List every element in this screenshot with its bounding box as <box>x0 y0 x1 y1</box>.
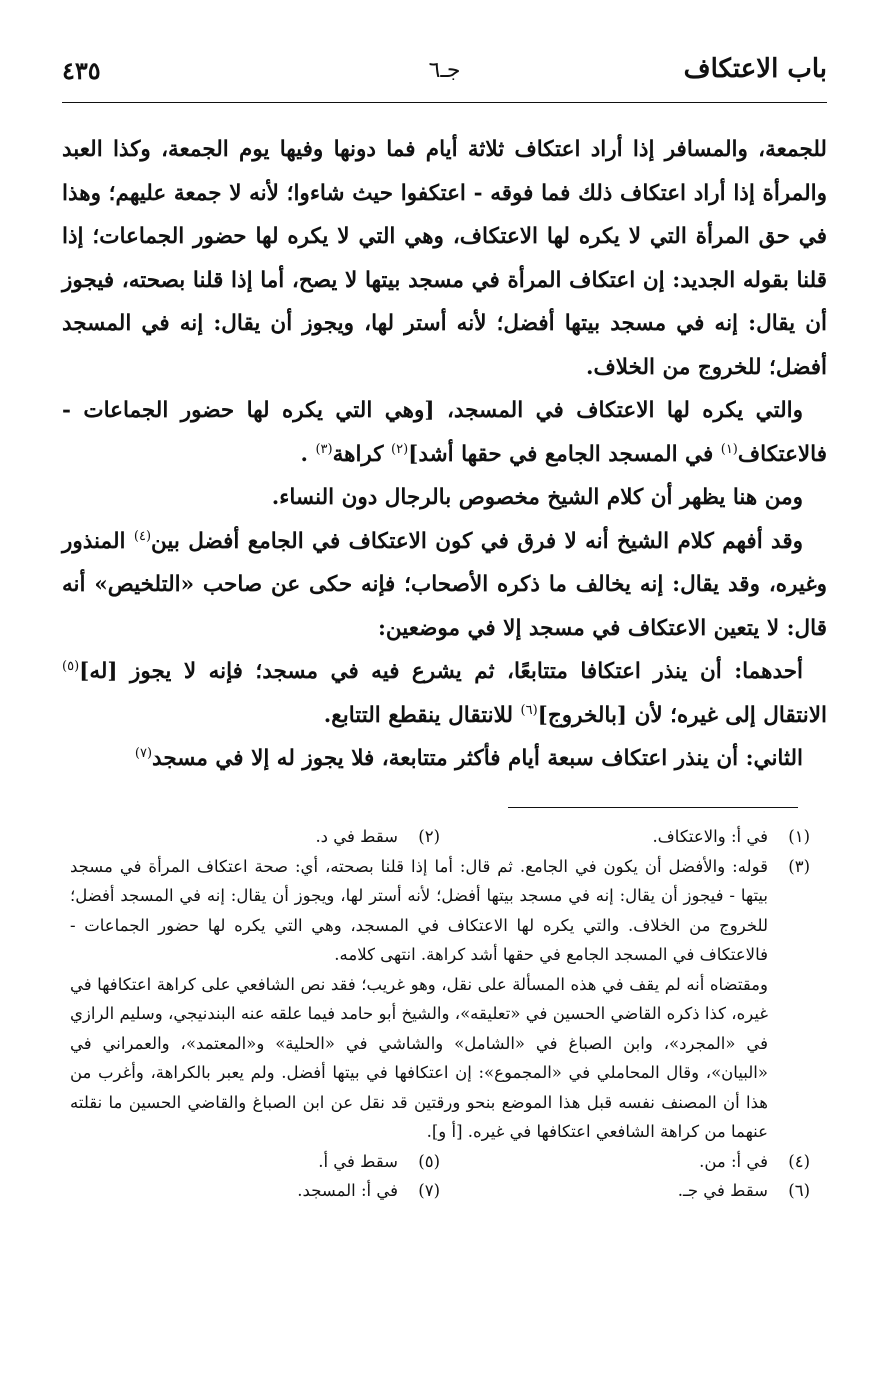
footnote-text: قوله: والأفضل أن يكون في الجامع. ثم قال: أما إذا قلنا بصحته، أي: صحة اعتكاف المرأة في مسجد بيتها - فيجوز أن يقال: إنه في مسجد بيتها أفضل؛ لأنه أستر لها، ويجوز أن يقال: إنه في المسجد أفضل؛ للخروج من الخلاف. والتي يكره لها الاعتكاف في المسجد، وهي التي يكره لها حضور الجماعات - فالاعتكاف في المسجد الجامع في حقها أشد كراهة. انتهى كلامه. <box>70 856 768 964</box>
footnotes <box>70 822 810 1206</box>
paragraph-5 <box>62 650 827 737</box>
paragraph-6 <box>62 737 827 781</box>
footnote-5 <box>70 1147 440 1177</box>
footnote-text: في أ: من. <box>699 1151 768 1171</box>
paragraph-5-part-b: الانتقال إلى غيره؛ لأن [بالخروج] <box>537 702 827 728</box>
footnote-divider <box>508 807 798 808</box>
paragraph-2-part-d: . <box>300 441 316 467</box>
footnote-3 <box>70 852 810 970</box>
paragraph-2-part-a: والتي يكره لها الاعتكاف في المسجد، [وهي التي يكره لها حضور الجماعات - فالاعتكاف <box>62 398 827 467</box>
footnote-7 <box>70 1176 440 1206</box>
footnote-text: في أ: والاعتكاف. <box>652 827 768 846</box>
footnote-ref-4[interactable]: (٤) <box>133 528 152 544</box>
footnote-ref-2[interactable]: (٢) <box>391 441 409 457</box>
footnote-1 <box>440 822 810 852</box>
footnote-ref-1[interactable]: (١) <box>720 441 738 457</box>
footnote-number: (٦) <box>788 1181 810 1200</box>
paragraph-5-part-c: للانتقال ينقطع التتابع. <box>323 702 521 728</box>
chapter-title: باب الاعتكاف <box>683 54 827 84</box>
page-number: ٤٣٥ <box>62 56 101 85</box>
footnote-6 <box>440 1176 810 1206</box>
volume-number: جـ٦ <box>428 58 461 83</box>
footnote-number: (٣) <box>788 856 810 876</box>
paragraph-6-part-a: الثاني: أن ينذر اعتكاف سبعة أيام فأكثر متتابعة، فلا يجوز له إلا في مسجد <box>152 746 803 771</box>
footnote-3-continuation: ومقتضاه أنه لم يقف في هذه المسألة على نقل، وهو غريب؛ فقد نص الشافعي على كراهة اعتكافها في غيره، كذا ذكره القاضي الحسين في «تعليقه»، والشيخ أبو حامد فيما علقه عنه البندنيجي، وسليم الرازي في «المجرد»، وابن الصباغ في «الشامل» والشاشي في «الحلية» و«المعتمد»، والعمراني في «البيان»، وقال المحاملي في «المجموع»: إن اعتكافها في بيتها أفضل. ولم يعبر بالكراهة، وأغرب من هذا أن المصنف نفسه قبل هذا الموضع بنحو ورقتين قد نقل عن ابن الصباغ والقاضي الحسين ما نقلته عنهما من كراهة الشافعي اعتكافها في غيره. [أ و]. <box>70 974 768 1141</box>
paragraph-2-part-b: في المسجد الجامع في حقها أشد] <box>408 441 721 467</box>
footnote-number: (٥) <box>418 1151 440 1171</box>
footnote-ref-3[interactable]: (٣) <box>315 441 333 457</box>
paragraph-4 <box>62 520 827 651</box>
footnote-ref-5[interactable]: (٥) <box>62 658 80 674</box>
footnote-4 <box>440 1147 810 1177</box>
page-header <box>62 50 827 103</box>
paragraph-2-part-c: كراهة <box>332 441 391 467</box>
paragraph-3: ومن هنا يظهر أن كلام الشيخ مخصوص بالرجال دون النساء. <box>271 485 803 510</box>
footnote-ref-6[interactable]: (٦) <box>520 702 538 718</box>
footnote-text: سقط في أ. <box>318 1151 398 1171</box>
footnote-row <box>70 822 810 852</box>
footnote-number: (٧) <box>418 1181 440 1200</box>
footnote-row <box>70 1176 810 1206</box>
footnote-text: في أ: المسجد. <box>297 1181 398 1200</box>
footnote-row <box>70 1147 810 1177</box>
paragraph-2 <box>62 389 827 476</box>
footnote-2 <box>70 822 440 852</box>
paragraph-1: للجمعة، والمسافر إذا أراد اعتكاف ثلاثة أيام فما دونها وفيها يوم الجمعة، وكذا العبد والمرأة إذا أراد اعتكاف ذلك فما فوقه - اعتكفوا حيث شاءوا؛ لأنه لا جمعة عليهم؛ وهذا في حق المرأة التي لا يكره لها الاعتكاف، وهي التي لا يكره لها حضور الجماعات؛ إذا قلنا بقوله الجديد: إن اعتكاف المرأة في مسجد بيتها لا يصح، أما إذا قلنا بصحته، فيجوز أن يقال: إنه في مسجد بيتها أفضل؛ لأنه أستر لها، ويجوز أن يقال: إنه في المسجد أفضل؛ للخروج من الخلاف. <box>62 137 827 380</box>
footnote-ref-7[interactable]: (٧) <box>134 745 153 761</box>
paragraph-4-part-b: المنذور وغيره، وقد يقال: إنه يخالف ما ذكره الأصحاب؛ فإنه حكى عن صاحب «التلخيص» أنه قال: لا يتعين الاعتكاف في مسجد إلا في موضعين: <box>62 528 827 641</box>
paragraph-4-part-a: وقد أفهم كلام الشيخ أنه لا فرق في كون الاعتكاف في الجامع أفضل بين <box>151 528 803 554</box>
footnote-text: سقط في د. <box>315 827 398 846</box>
footnote-text: سقط في جـ. <box>677 1181 768 1200</box>
footnote-number: (٢) <box>418 827 440 846</box>
footnote-number: (٤) <box>788 1151 810 1171</box>
paragraph-5-part-a: أحدهما: أن ينذر اعتكافا متتابعًا، ثم يشرع فيه في مسجد؛ فإنه لا يجوز [له] <box>79 659 803 684</box>
footnote-number: (١) <box>788 827 810 846</box>
main-text <box>62 128 827 781</box>
